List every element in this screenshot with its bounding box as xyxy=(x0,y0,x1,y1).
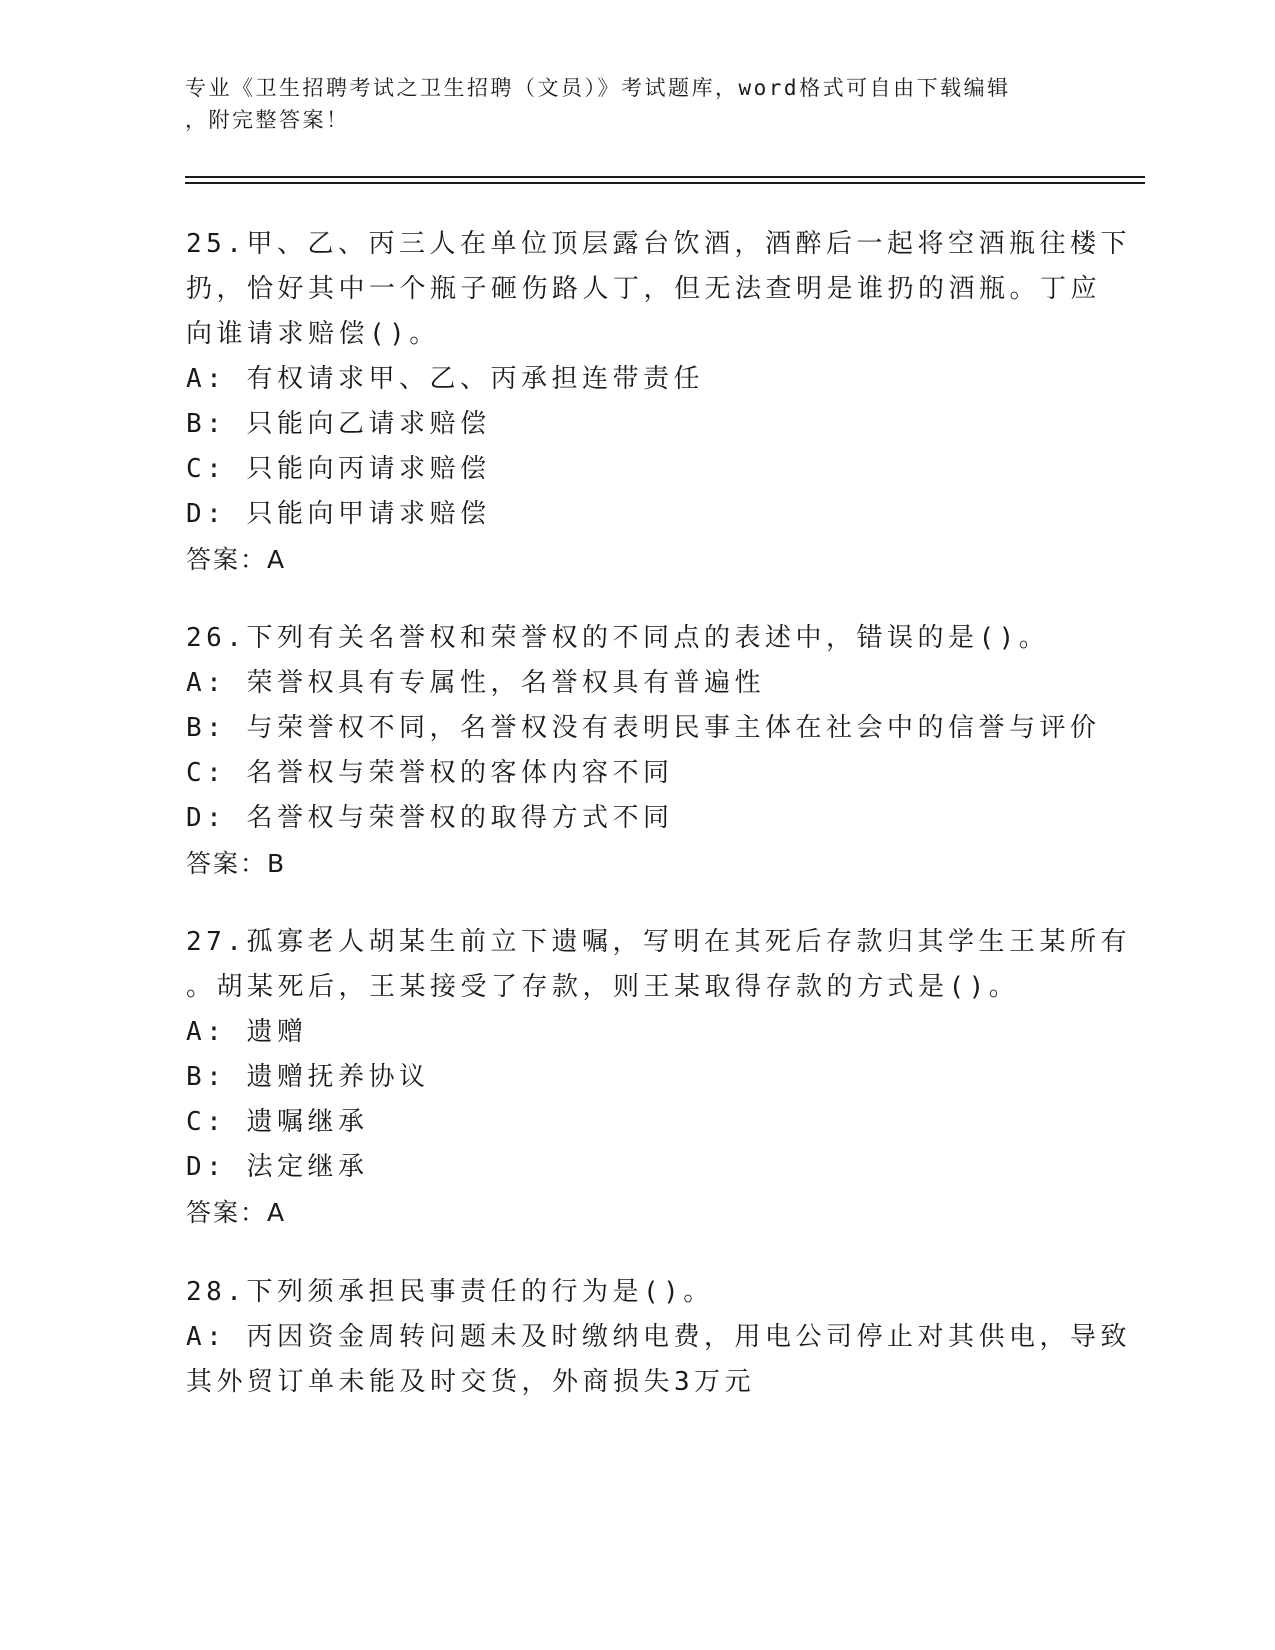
header-divider-top xyxy=(185,176,1145,178)
header-line-1: 专业《卫生招聘考试之卫生招聘（文员）》考试题库，word格式可自由下载编辑 xyxy=(185,76,1011,100)
question-text: 26.下列有关名誉权和荣誉权的不同点的表述中，错误的是()。 xyxy=(186,623,1050,653)
option-b: B: 与荣誉权不同，名誉权没有表明民事主体在社会中的信誉与评价 xyxy=(186,713,1101,743)
answer: 答案：A xyxy=(186,545,287,574)
option-a: A: 荣誉权具有专属性，名誉权具有普遍性 xyxy=(186,668,765,698)
option-a-continued: 其外贸订单未能及时交货，外商损失3万元 xyxy=(186,1367,756,1397)
answer: 答案：A xyxy=(186,1198,287,1227)
question-text: 28.下列须承担民事责任的行为是()。 xyxy=(186,1277,714,1307)
question-26 xyxy=(186,616,1101,886)
option-d: D: 名誉权与荣誉权的取得方式不同 xyxy=(186,803,674,833)
option-c: C: 遗嘱继承 xyxy=(186,1107,369,1137)
question-text: 向谁请求赔偿()。 xyxy=(186,319,440,349)
question-text: 25.甲、乙、丙三人在单位顶层露台饮酒，酒醉后一起将空酒瓶往楼下 xyxy=(186,229,1131,259)
question-text: 扔，恰好其中一个瓶子砸伤路人丁，但无法查明是谁扔的酒瓶。丁应 xyxy=(186,274,1102,304)
option-b: B: 遗赠抚养协议 xyxy=(186,1062,430,1092)
option-a: A: 有权请求甲、乙、丙承担连带责任 xyxy=(186,364,704,394)
option-d: D: 法定继承 xyxy=(186,1152,369,1182)
answer: 答案：B xyxy=(186,849,287,878)
option-a: A: 丙因资金周转问题未及时缴纳电费，用电公司停止对其供电，导致 xyxy=(186,1322,1131,1352)
question-text: 。胡某死后，王某接受了存款，则王某取得存款的方式是()。 xyxy=(186,972,1020,1002)
header-divider-bottom xyxy=(185,182,1145,184)
option-d: D: 只能向甲请求赔偿 xyxy=(186,499,491,529)
header-line-2: ，附完整答案！ xyxy=(185,108,350,132)
question-25 xyxy=(186,222,1131,582)
option-c: C: 名誉权与荣誉权的客体内容不同 xyxy=(186,758,674,788)
question-28 xyxy=(186,1270,1131,1405)
option-a: A: 遗赠 xyxy=(186,1017,308,1047)
document-header xyxy=(185,72,1065,136)
option-c: C: 只能向丙请求赔偿 xyxy=(186,454,491,484)
option-b: B: 只能向乙请求赔偿 xyxy=(186,409,491,439)
question-27 xyxy=(186,920,1131,1235)
question-text: 27.孤寡老人胡某生前立下遗嘱，写明在其死后存款归其学生王某所有 xyxy=(186,927,1131,957)
